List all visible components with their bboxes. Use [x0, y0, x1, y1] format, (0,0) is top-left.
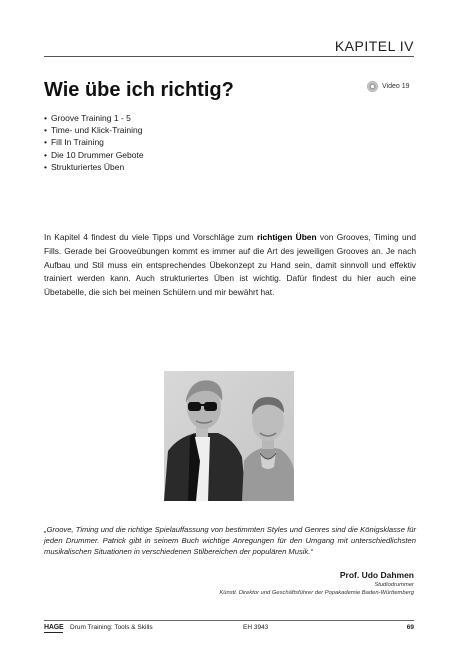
author-name: Prof. Udo Dahmen [339, 570, 414, 580]
topic-list [44, 112, 144, 173]
footer-rule [44, 620, 414, 621]
list-item: • Time- und Klick-Training [44, 124, 144, 136]
publisher-logo: HAGE [44, 624, 64, 631]
intro-text-2: von Grooves, Timing und Fills. Gerade bei Grooveübungen kommt es immer auf die Art des jeweiligen Grooves an. Je nach Aufbau und Stil muss ein entsprechendes Übekonzept zu Hand sein, damit sinnvoll und effektiv trainiert werden kann. Auch strukturiertes Üben ist wichtig. Dafür findest du hier auch eine Übetabelle, die sich bei meinen Schülern und mir bewährt hat. [44, 232, 416, 297]
video-label: Video 19 [382, 83, 410, 90]
list-item: • Die 10 Drummer Gebote [44, 149, 144, 161]
list-item: • Fill In Training [44, 136, 144, 148]
disc-icon [367, 81, 378, 92]
page-footer [44, 624, 414, 636]
testimonial-quote: „Groove, Timing und die richtige Spielauffassung von bestimmten Styles und Genres sind die Königsklasse für jeden Drummer. Patrick gibt in seinem Buch wichtige Anregungen für den Umgang mit unterschiedlichsten musikalischen Situationen in verschiedenen Stilbereichen der populären Musik.“ [44, 524, 416, 556]
catalog-code: EH 3943 [243, 624, 269, 631]
chapter-heading: KAPITEL IV [334, 38, 414, 54]
page-number: 69 [406, 624, 414, 631]
author-role: Studiodrummer [374, 582, 414, 588]
portrait-photo [164, 371, 294, 501]
intro-text-1: In Kapitel 4 findest du viele Tipps und Vorschläge zum [44, 232, 257, 243]
author-affiliation: Künstl. Direktor und Geschäftsführer der Popakademie Baden-Württemberg [219, 590, 414, 596]
intro-highlight: richtigen Üben [256, 232, 317, 243]
list-item: • Strukturiertes Üben [44, 161, 144, 173]
video-reference[interactable] [367, 81, 410, 92]
list-item: • Groove Training 1 - 5 [44, 112, 144, 124]
intro-paragraph [44, 231, 416, 299]
header-rule [44, 56, 414, 57]
book-title: Drum Training: Tools & Skills [70, 624, 153, 631]
page-title: Wie übe ich richtig? [44, 79, 234, 101]
